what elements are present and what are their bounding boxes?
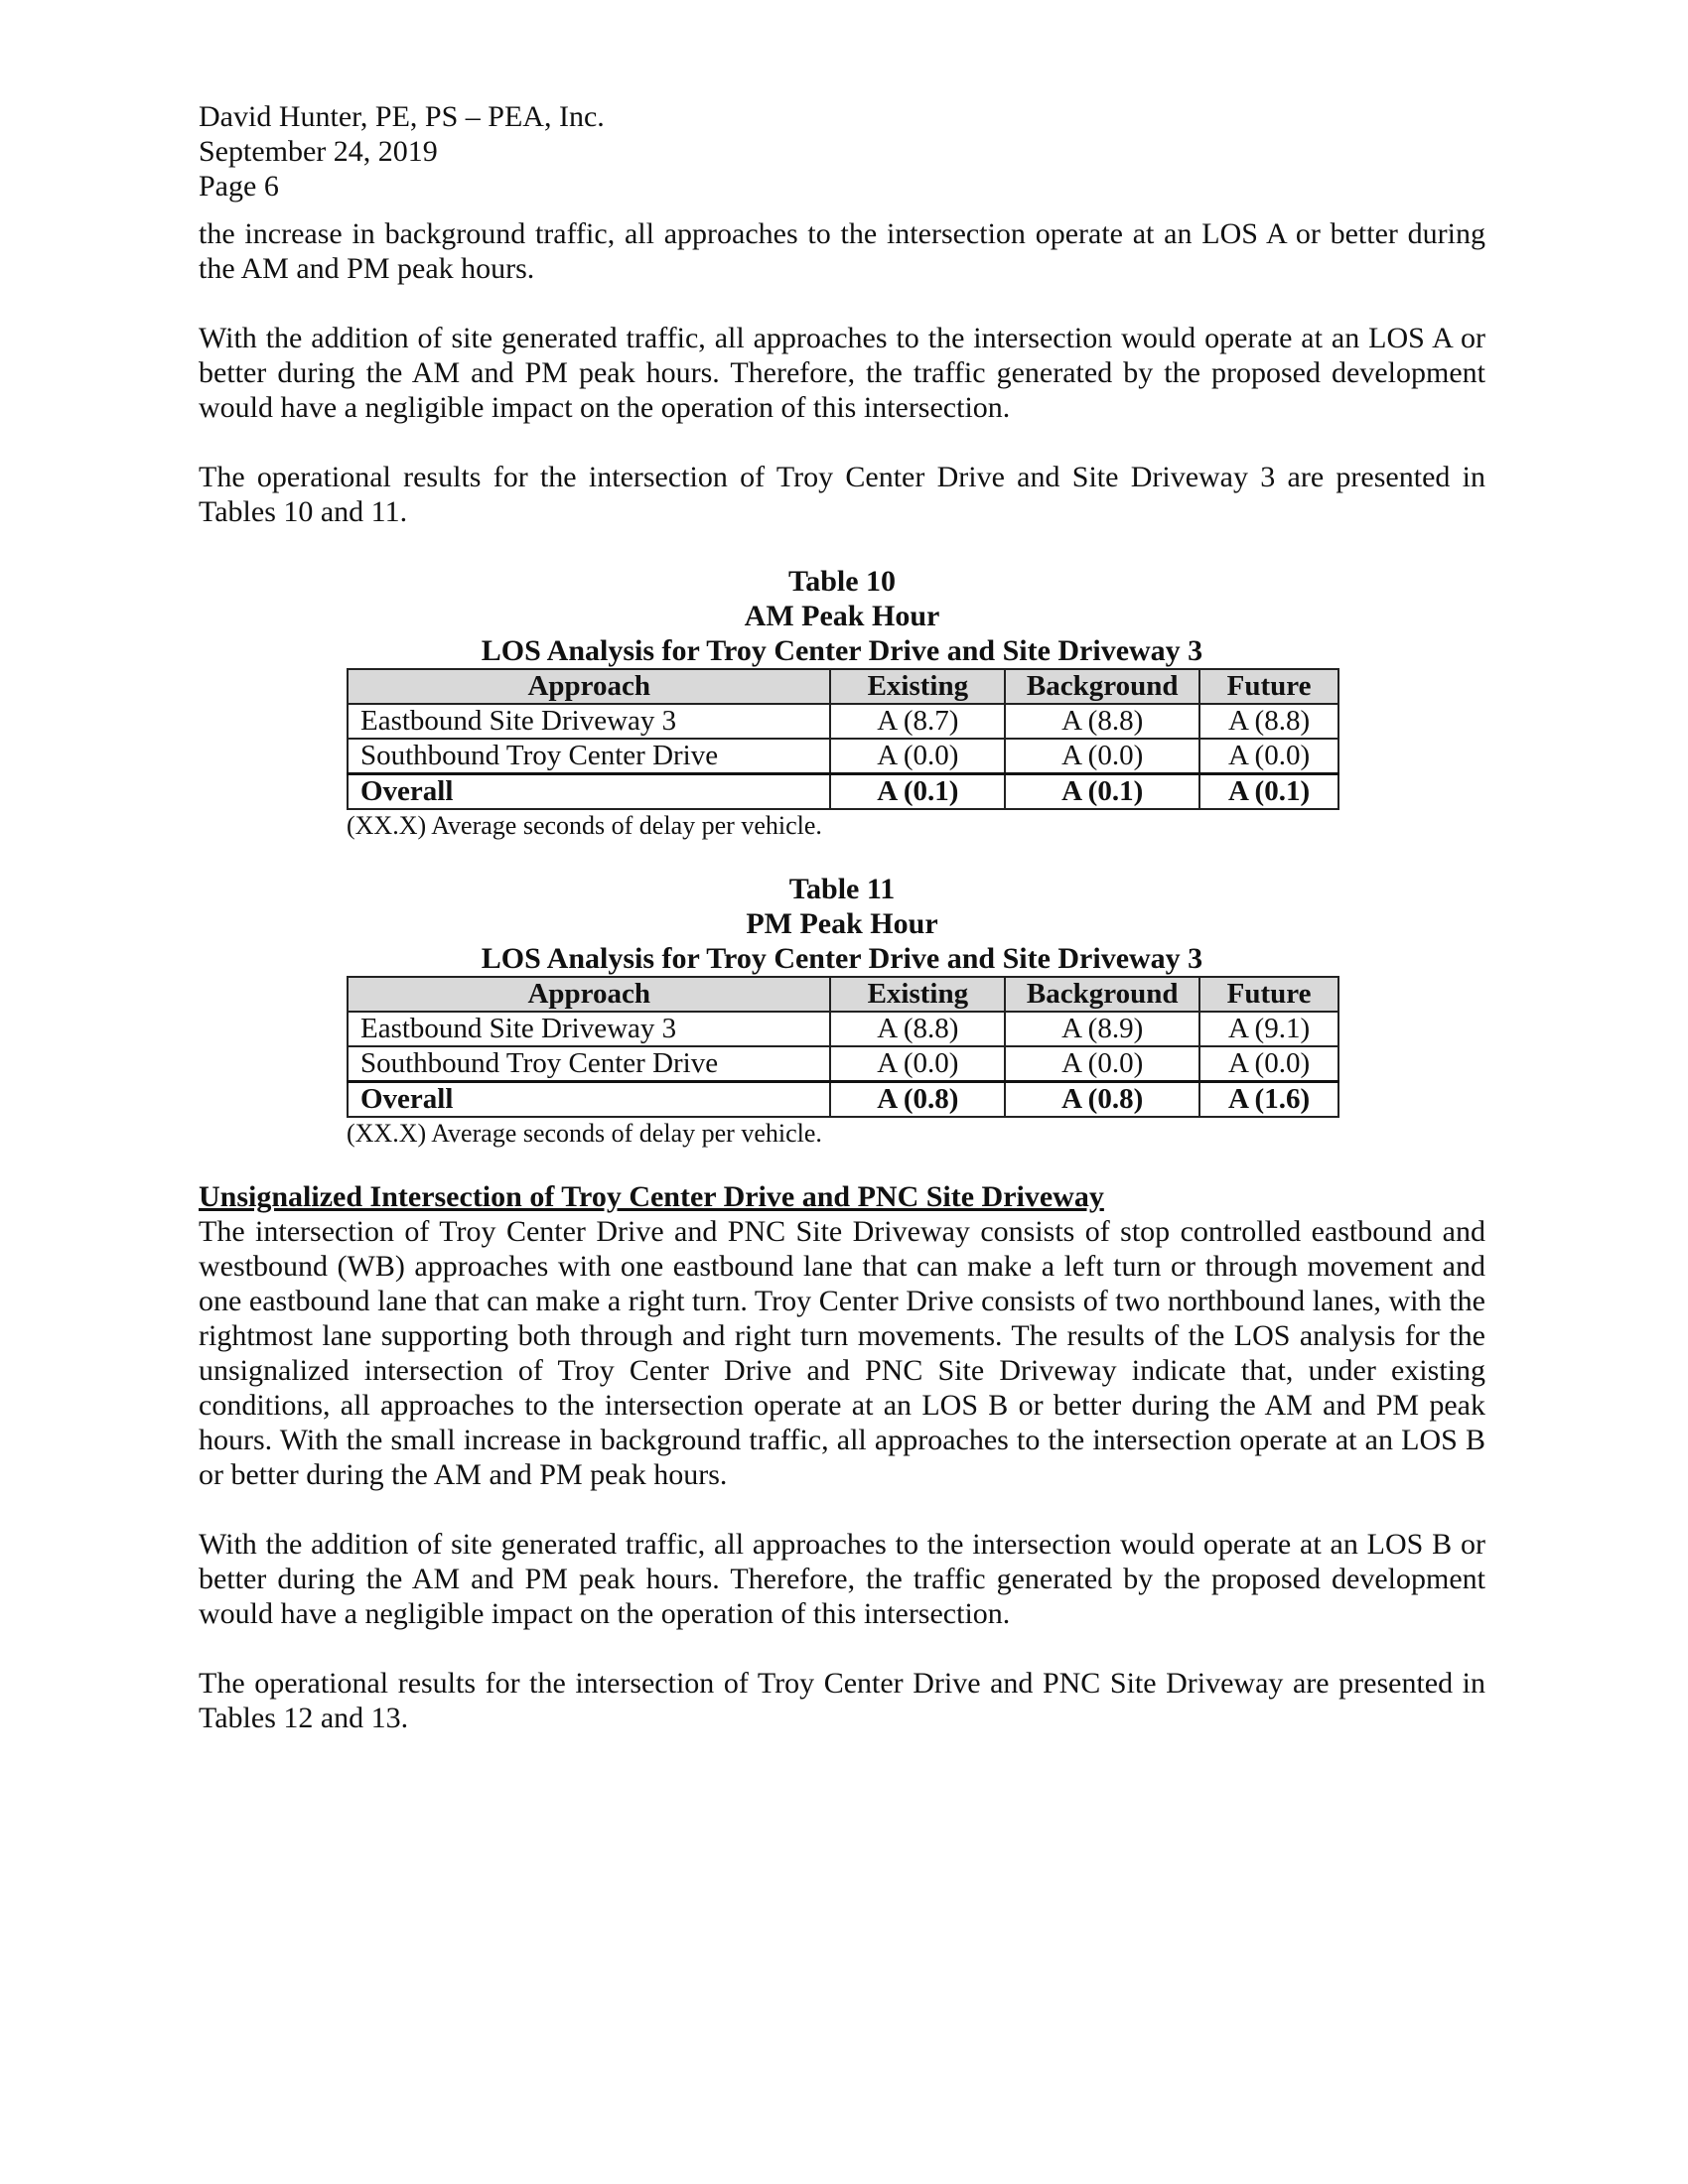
cell-existing: A (8.7) — [830, 704, 1005, 739]
cell-approach: Overall — [348, 774, 830, 810]
cell-existing: A (8.8) — [830, 1012, 1005, 1046]
table-10 — [347, 668, 1339, 810]
cell-future: A (0.0) — [1199, 1046, 1338, 1082]
paragraph-site-traffic: With the addition of site generated traffic, all approaches to the intersection would operate at an LOS A or better during the AM and PM peak hours. Therefore, the traffic generated by the proposed development would have a negligible impact on the operation of this intersection. — [199, 322, 1485, 424]
table-header-row — [348, 669, 1338, 704]
table-11-period: PM Peak Hour — [746, 907, 938, 940]
cell-background: A (0.0) — [1005, 1046, 1199, 1082]
table-10-title: LOS Analysis for Troy Center Drive and Site Driveway 3 — [481, 634, 1203, 667]
cell-existing: A (0.1) — [830, 774, 1005, 810]
paragraph-pnc-intersection-description: The intersection of Troy Center Drive and PNC Site Driveway consists of stop controlled eastbound and westbound (WB) approaches with one eastbound lane that can make a left turn or through movement and one eastbound lane that can make a right turn. Troy Center Drive consists of two northbound lanes, with the rightmost lane supporting both through and right turn movements. The results of the LOS analysis for the unsignalized intersection of Troy Center Drive and PNC Site Driveway indicate that, under existing conditions, all approaches to the intersection operate at an LOS B or better during the AM and PM peak hours. With the small increase in background traffic, all approaches to the intersection operate at an LOS B or better during the AM and PM peak hours. — [199, 1215, 1485, 1491]
table-11-block — [199, 872, 1485, 1149]
table-row — [348, 704, 1338, 739]
cell-future: A (9.1) — [1199, 1012, 1338, 1046]
cell-future: A (1.6) — [1199, 1082, 1338, 1118]
table-10-note: (XX.X) Average seconds of delay per vehicle. — [347, 811, 822, 840]
section-heading: Unsignalized Intersection of Troy Center Drive and PNC Site Driveway — [199, 1180, 1104, 1213]
cell-background: A (8.8) — [1005, 704, 1199, 739]
cell-background: A (0.8) — [1005, 1082, 1199, 1118]
table-11-number: Table 11 — [788, 873, 896, 905]
cell-background: A (8.9) — [1005, 1012, 1199, 1046]
cell-approach: Eastbound Site Driveway 3 — [348, 704, 830, 739]
column-header-background: Background — [1005, 977, 1199, 1012]
cell-existing: A (0.0) — [830, 1046, 1005, 1082]
table-10-block — [199, 564, 1485, 841]
table-header-row — [348, 977, 1338, 1012]
paragraph-tables-reference: The operational results for the intersection of Troy Center Drive and Site Driveway 3 are presented in Tables 10 and 11. — [199, 461, 1485, 528]
table-11-note: (XX.X) Average seconds of delay per vehicle. — [347, 1119, 822, 1148]
table-row — [348, 739, 1338, 774]
cell-existing: A (0.8) — [830, 1082, 1005, 1118]
cell-existing: A (0.0) — [830, 739, 1005, 774]
table-row-overall — [348, 1082, 1338, 1118]
column-header-future: Future — [1199, 669, 1338, 704]
cell-future: A (8.8) — [1199, 704, 1338, 739]
letter-header — [199, 99, 1485, 204]
column-header-existing: Existing — [830, 669, 1005, 704]
cell-approach: Overall — [348, 1082, 830, 1118]
column-header-approach: Approach — [348, 977, 830, 1012]
table-row — [348, 1046, 1338, 1082]
cell-future: A (0.1) — [1199, 774, 1338, 810]
table-11 — [347, 976, 1339, 1118]
cell-approach: Eastbound Site Driveway 3 — [348, 1012, 830, 1046]
table-11-title: LOS Analysis for Troy Center Drive and Site Driveway 3 — [481, 942, 1203, 975]
column-header-approach: Approach — [348, 669, 830, 704]
column-header-existing: Existing — [830, 977, 1005, 1012]
cell-approach: Southbound Troy Center Drive — [348, 1046, 830, 1082]
table-row-overall — [348, 774, 1338, 810]
table-10-number: Table 10 — [787, 565, 897, 598]
table-row — [348, 1012, 1338, 1046]
cell-future: A (0.0) — [1199, 739, 1338, 774]
document-page — [199, 99, 1485, 1735]
column-header-background: Background — [1005, 669, 1199, 704]
cell-approach: Southbound Troy Center Drive — [348, 739, 830, 774]
header-page-number: Page 6 — [199, 170, 279, 203]
header-author: David Hunter, PE, PS – PEA, Inc. — [199, 100, 605, 133]
paragraph-pnc-site-traffic: With the addition of site generated traffic, all approaches to the intersection would operate at an LOS B or better during the AM and PM peak hours. Therefore, the traffic generated by the proposed development would have a negligible impact on the operation of this intersection. — [199, 1528, 1485, 1630]
paragraph-background-traffic: the increase in background traffic, all approaches to the intersection operate at an LOS A or better during the AM and PM peak hours. — [199, 217, 1485, 285]
header-date: September 24, 2019 — [199, 135, 438, 168]
table-10-period: AM Peak Hour — [744, 600, 940, 632]
column-header-future: Future — [1199, 977, 1338, 1012]
cell-background: A (0.1) — [1005, 774, 1199, 810]
paragraph-pnc-tables-reference: The operational results for the intersection of Troy Center Drive and PNC Site Driveway are presented in Tables 12 and 13. — [199, 1667, 1485, 1734]
cell-background: A (0.0) — [1005, 739, 1199, 774]
